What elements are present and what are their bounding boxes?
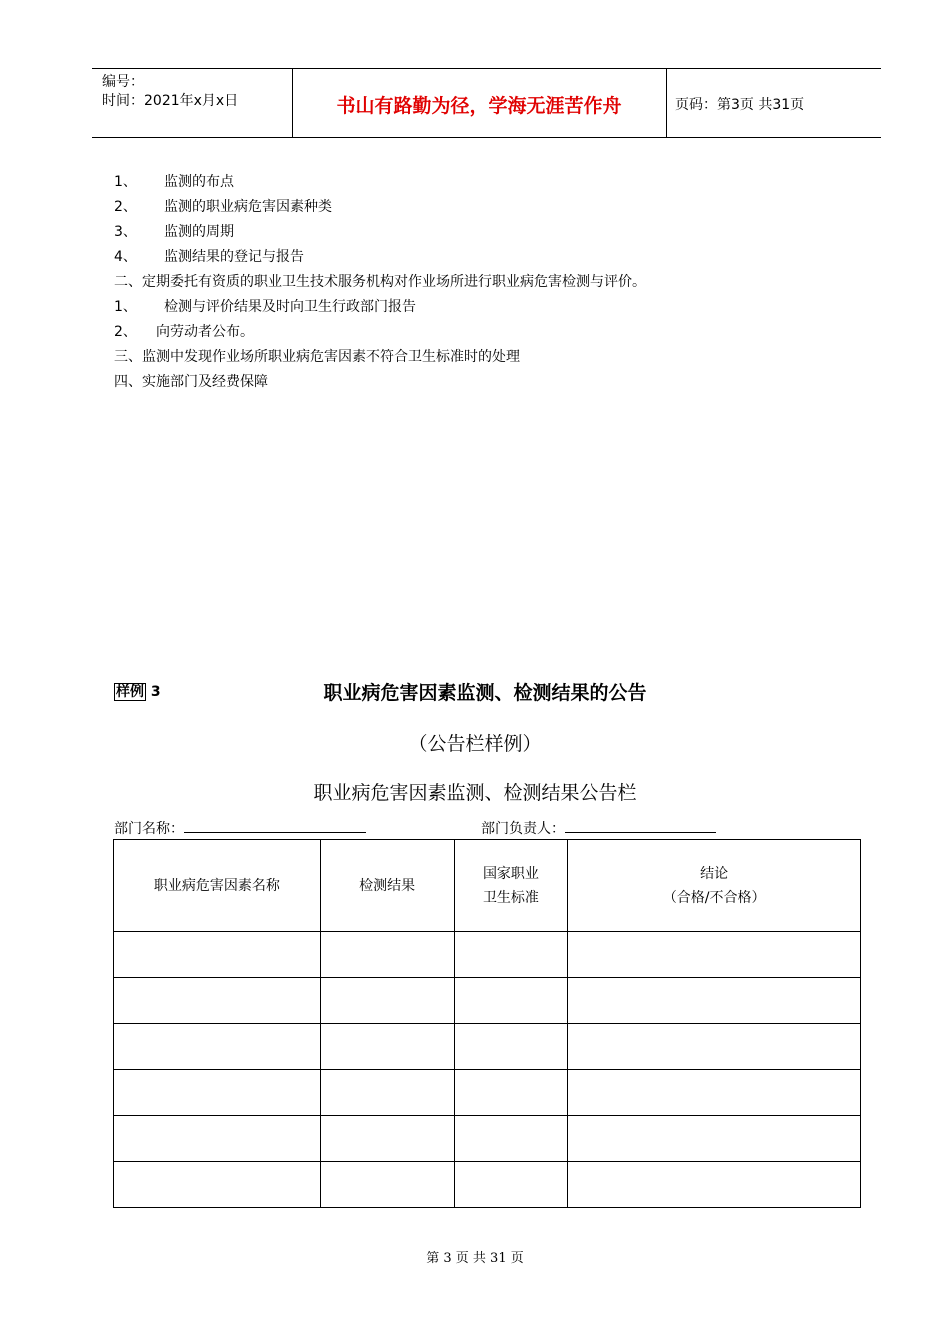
header-conclusion	[568, 840, 861, 932]
table-cell	[114, 1024, 321, 1070]
table-cell	[454, 1116, 568, 1162]
header-slogan: 书山有路勤为径，学海无涯苦作舟	[336, 95, 622, 117]
table-cell	[320, 978, 454, 1024]
header-conclusion-line1: 结论	[700, 865, 729, 882]
outline-item-text: 监测结果的登记与报告	[164, 249, 304, 265]
table-cell	[454, 1162, 568, 1208]
page-footer: 第 3 页 共 31 页	[426, 1251, 524, 1266]
table-cell	[454, 932, 568, 978]
outline-item-num: 2、	[114, 324, 137, 340]
table-cell	[454, 978, 568, 1024]
outline-item-num: 1、	[114, 299, 137, 315]
board-title: 职业病危害因素监测、检测结果公告栏	[313, 782, 637, 804]
table-cell	[568, 978, 861, 1024]
results-table	[113, 839, 861, 1208]
table-cell	[568, 932, 861, 978]
header-meta	[102, 73, 238, 111]
header-page-label: 页码：第3页 共31页	[675, 97, 805, 113]
table-cell	[568, 1024, 861, 1070]
doc-time-label: 时间：2021年x月x日	[102, 93, 239, 109]
dept-name-label: 部门名称：	[114, 821, 184, 837]
table-row	[114, 1070, 861, 1116]
dept-head-blank	[565, 818, 716, 833]
header-factor-name	[114, 840, 321, 932]
header-standard-line1: 国家职业	[482, 865, 539, 882]
table-cell	[320, 1070, 454, 1116]
dept-head-field	[481, 818, 716, 838]
table-cell	[320, 932, 454, 978]
table-cell	[114, 1070, 321, 1116]
header-factor-name-text: 职业病危害因素名称	[153, 877, 280, 894]
table-cell	[320, 1162, 454, 1208]
outline-item	[114, 322, 254, 342]
header-divider	[666, 69, 667, 137]
header-standard-line2: 卫生标准	[482, 889, 539, 906]
dept-name-field	[114, 818, 366, 838]
outline-item-num: 4、	[114, 249, 137, 265]
outline-section-2: 二、定期委托有资质的职业卫生技术服务机构对作业场所进行职业病危害检测与评价。	[114, 274, 646, 290]
header-test-result	[320, 840, 454, 932]
outline-item	[114, 172, 234, 192]
outline-item-text: 监测的布点	[164, 174, 234, 190]
table-row	[114, 932, 861, 978]
header-national-standard	[454, 840, 568, 932]
outline-item	[114, 297, 416, 317]
outline-item	[114, 197, 332, 217]
table-cell	[568, 1116, 861, 1162]
table-header-row	[114, 840, 861, 932]
table-cell	[320, 1024, 454, 1070]
outline-item-num: 2、	[114, 199, 137, 215]
table-cell	[114, 1116, 321, 1162]
header-test-result-text: 检测结果	[359, 877, 416, 894]
outline-item-num: 3、	[114, 224, 137, 240]
table-row	[114, 1024, 861, 1070]
notice-title: 职业病危害因素监测、检测结果的公告	[323, 682, 647, 704]
table-row	[114, 978, 861, 1024]
table-cell	[454, 1024, 568, 1070]
document-header	[92, 68, 881, 138]
outline-item-text: 检测与评价结果及时向卫生行政部门报告	[164, 299, 416, 315]
sample-tag-number: 3	[150, 684, 161, 700]
table-cell	[320, 1116, 454, 1162]
table-row	[114, 1116, 861, 1162]
outline-item	[114, 222, 234, 242]
outline-item-text: 向劳动者公布。	[156, 324, 254, 340]
dept-head-label: 部门负责人：	[481, 821, 565, 837]
table-cell	[568, 1162, 861, 1208]
table-cell	[114, 1162, 321, 1208]
notice-subtitle: （公告栏样例）	[408, 733, 542, 755]
outline-section-4: 四、实施部门及经费保障	[114, 374, 268, 390]
outline-section-3: 三、监测中发现作业场所职业病危害因素不符合卫生标准时的处理	[114, 349, 520, 365]
table-cell	[568, 1070, 861, 1116]
outline-item	[114, 247, 304, 267]
outline-item-num: 1、	[114, 174, 137, 190]
outline-item-text: 监测的职业病危害因素种类	[164, 199, 332, 215]
doc-number-label: 编号：	[102, 74, 144, 90]
header-conclusion-line2: （合格/不合格）	[662, 889, 766, 906]
table-cell	[114, 978, 321, 1024]
sample-tag-label: 样例	[116, 684, 144, 700]
table-cell	[114, 932, 321, 978]
table-cell	[454, 1070, 568, 1116]
table-row	[114, 1162, 861, 1208]
outline-item-text: 监测的周期	[164, 224, 234, 240]
dept-name-blank	[184, 818, 366, 833]
